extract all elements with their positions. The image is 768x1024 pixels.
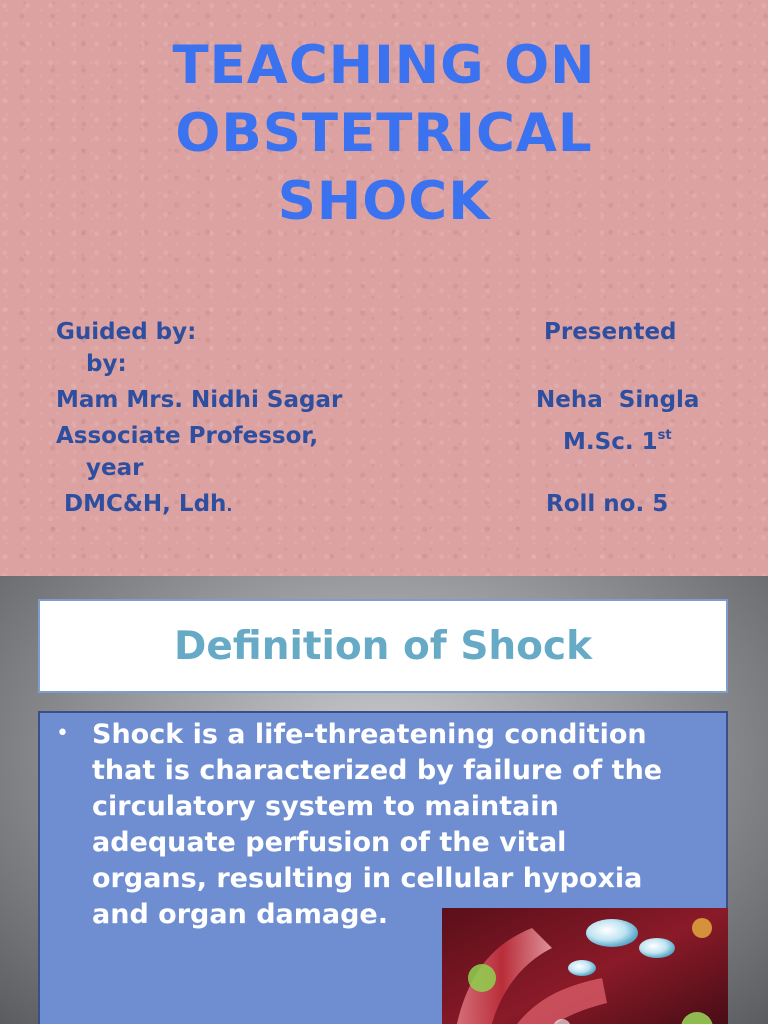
guide-institution	[64, 488, 232, 522]
blood-vessel-illustration	[442, 908, 728, 1024]
course-superscript: st	[657, 428, 672, 443]
title-line-1: TEACHING ON	[172, 35, 596, 96]
roll-number: Roll no. 5	[546, 491, 669, 517]
by-label: by:	[86, 351, 127, 377]
content-box	[38, 711, 728, 1024]
title-line-2: OBSTETRICAL	[175, 103, 593, 164]
blood-vessel-icon	[442, 908, 728, 1024]
slide-heading: Definition of Shock	[173, 623, 593, 669]
presenter-course	[563, 420, 672, 458]
heading-box	[38, 599, 728, 693]
institution-text: DMC&H, Ldh	[64, 491, 227, 517]
guide-name: Mam Mrs. Nidhi Sagar	[56, 387, 343, 413]
guide-title: Associate Professor,	[56, 423, 319, 449]
institution-dot: .	[226, 496, 233, 515]
year-label: year	[86, 455, 144, 481]
definition-text: Shock is a life-threatening condition that is characterized by failure of the circulatory system to maintain adequate perfusion of the vital organs, resulting in cellular hypoxia and organ damage.	[92, 719, 663, 930]
guided-by-label: Guided by:	[56, 319, 197, 345]
slide-title	[0, 32, 768, 236]
presented-by-label: Presented	[544, 319, 677, 345]
course-text: M.Sc. 1	[563, 429, 658, 455]
definition-slide	[0, 576, 768, 1024]
title-line-3: SHOCK	[277, 171, 491, 232]
presenter-name: Neha Singla	[536, 387, 700, 413]
bullet-icon: •	[56, 721, 69, 746]
